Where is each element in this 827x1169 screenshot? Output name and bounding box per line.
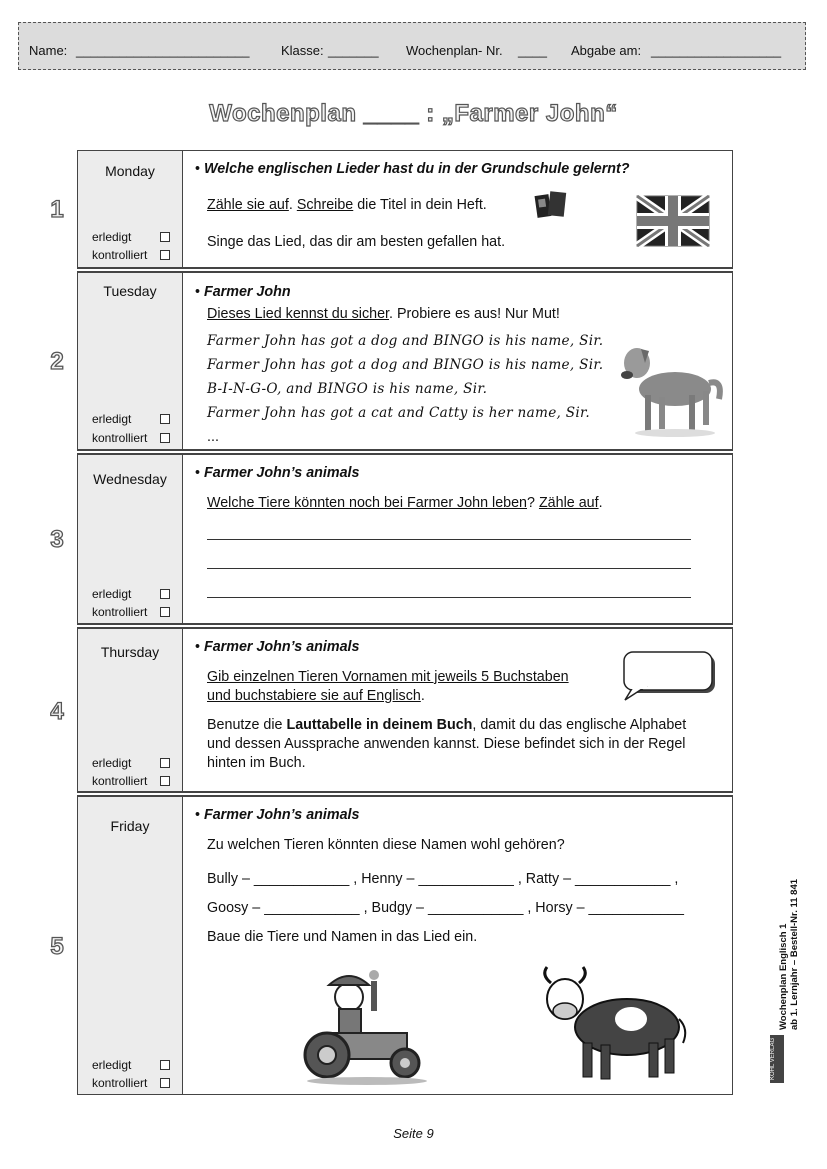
underlined-text: Zähle sie auf	[207, 197, 289, 213]
done-label: erledigt	[92, 412, 132, 426]
checkbox-icon[interactable]	[160, 776, 170, 786]
day-label: Monday	[105, 163, 155, 179]
task-cell-tuesday	[183, 272, 733, 450]
task-line: Zu welchen Tieren könnten diese Namen wohl gehören?	[207, 837, 565, 853]
checked-checkbox[interactable]	[92, 431, 178, 445]
underlined-text: Welche Tiere könnten noch bei Farmer John leben	[207, 495, 528, 511]
lyric-line: B-I-N-G-O, and BINGO is his name, Sir.	[207, 381, 488, 397]
text: . Probiere es aus! Nur Mut!	[389, 306, 560, 322]
lyric-line: Farmer John has got a dog and BINGO is his name, Sir.	[207, 333, 604, 349]
lyric-line: Farmer John has got a dog and BINGO is his name, Sir.	[207, 357, 604, 373]
day-label: Thursday	[100, 644, 160, 660]
answer-line[interactable]	[207, 568, 691, 569]
task-line	[207, 306, 560, 322]
checkbox-icon[interactable]	[160, 1060, 170, 1070]
done-label: erledigt	[92, 230, 132, 244]
underlined-text: Schreibe	[296, 197, 354, 213]
checkbox-icon[interactable]	[160, 607, 170, 617]
task-line	[207, 717, 686, 733]
task-cell-monday	[183, 150, 733, 268]
day-label: Tuesday	[103, 283, 157, 299]
day-cell-monday	[77, 150, 183, 268]
text: die Titel in dein Heft.	[353, 197, 487, 213]
task-line	[207, 688, 425, 704]
heading-text: Farmer John’s animals	[203, 807, 360, 823]
done-checkbox[interactable]	[92, 1058, 178, 1072]
task-heading: • Farmer John’s animals	[195, 465, 360, 481]
day-cell-thursday	[77, 628, 183, 792]
notebook-icon	[533, 189, 569, 221]
checked-checkbox[interactable]	[92, 774, 178, 788]
lyric-line: Farmer John has got a cat and Catty is her name, Sir.	[207, 405, 590, 421]
checked-checkbox[interactable]	[92, 248, 178, 262]
name-fill-line[interactable]: Goosy – ____________ , Budgy – ____________ , Horsy – ____________	[207, 900, 684, 916]
task-heading: • Farmer John	[195, 284, 291, 300]
checkbox-icon[interactable]	[160, 1078, 170, 1088]
checked-label: kontrolliert	[92, 774, 148, 788]
checkbox-icon[interactable]	[160, 232, 170, 242]
due-date-field[interactable]: __________________	[651, 43, 782, 58]
publisher-logo: KOHL VERLAG	[770, 1035, 784, 1083]
done-label: erledigt	[92, 756, 132, 770]
publisher-side-info	[760, 860, 827, 1090]
underlined-text: Dieses Lied kennst du sicher	[207, 306, 389, 322]
task-cell-thursday	[183, 628, 733, 792]
name-label: Name:	[29, 43, 68, 58]
heading-text: Farmer John’s animals	[203, 639, 360, 655]
task-line	[207, 495, 603, 511]
task-line: hinten im Buch.	[207, 755, 306, 771]
bold-text: Lauttabelle in deinem Buch	[286, 717, 473, 733]
checkbox-icon[interactable]	[160, 589, 170, 599]
row-number-1: 1	[50, 196, 64, 223]
plan-number-label: Wochenplan- Nr.	[406, 43, 503, 58]
plan-number-field[interactable]: ____	[518, 43, 547, 58]
underlined-text: Zähle auf	[538, 495, 599, 511]
day-label: Friday	[110, 818, 150, 834]
text: ?	[527, 495, 539, 511]
row-number-5: 5	[50, 933, 64, 960]
ellipsis: ...	[207, 429, 219, 445]
task-cell-friday	[183, 796, 733, 1095]
underlined-text: und buchstabiere sie auf Englisch	[207, 688, 421, 704]
task-heading: • Farmer John’s animals	[195, 639, 360, 655]
order-number: ab 1. Lernjahr – Bestell-Nr. 11 841	[789, 878, 800, 1030]
cow-illustration	[531, 963, 691, 1089]
text: .	[420, 688, 425, 704]
page-title: Wochenplan ____ : „Farmer John“	[209, 100, 618, 127]
name-field[interactable]: ________________________	[76, 43, 250, 58]
heading-text: Farmer John’s animals	[203, 465, 360, 481]
checked-checkbox[interactable]	[92, 605, 178, 619]
done-checkbox[interactable]	[92, 756, 178, 770]
task-cell-wednesday	[183, 454, 733, 624]
uk-flag-icon	[636, 195, 710, 247]
row-number-2: 2	[50, 348, 64, 375]
day-cell-tuesday	[77, 272, 183, 450]
checkbox-icon[interactable]	[160, 758, 170, 768]
checked-label: kontrolliert	[92, 605, 148, 619]
task-heading: • Welche englischen Lieder hast du in der Grundschule gelernt?	[195, 161, 630, 177]
day-cell-wednesday	[77, 454, 183, 624]
row-number-3: 3	[50, 526, 64, 553]
text: .	[598, 495, 603, 511]
product-title: Wochenplan Englisch 1	[778, 923, 789, 1030]
done-label: erledigt	[92, 587, 132, 601]
task-line: und dessen Aussprache anwenden kannst. Diese befindet sich in der Regel	[207, 736, 686, 752]
checked-label: kontrolliert	[92, 248, 148, 262]
checkbox-icon[interactable]	[160, 414, 170, 424]
task-line: Gib einzelnen Tieren Vornamen mit jeweils 5 Buchstaben	[207, 669, 569, 685]
task-heading: • Farmer John’s animals	[195, 807, 360, 823]
done-checkbox[interactable]	[92, 412, 178, 426]
class-label: Klasse:	[281, 43, 324, 58]
text: , damit du das englische Alphabet	[472, 717, 687, 733]
done-label: erledigt	[92, 1058, 132, 1072]
task-line	[207, 197, 487, 213]
answer-line[interactable]	[207, 597, 691, 598]
answer-line[interactable]	[207, 539, 691, 540]
farmer-tractor-illustration	[287, 963, 437, 1089]
done-checkbox[interactable]	[92, 230, 178, 244]
publisher-info-text	[778, 879, 800, 1030]
heading-text: Farmer John	[203, 284, 291, 300]
checked-checkbox[interactable]	[92, 1076, 178, 1090]
due-date-label: Abgabe am:	[571, 43, 642, 58]
day-label: Wednesday	[93, 471, 167, 487]
day-cell-friday	[77, 796, 183, 1095]
checked-label: kontrolliert	[92, 431, 148, 445]
page-number: Seite 9	[393, 1126, 434, 1141]
name-fill-line[interactable]: Bully – ____________ , Henny – ____________ , Ratty – ____________ ,	[207, 871, 679, 887]
done-checkbox[interactable]	[92, 587, 178, 601]
text: Benutze die	[207, 717, 287, 733]
task-line: Baue die Tiere und Namen in das Lied ein.	[207, 929, 478, 945]
text: .	[288, 197, 297, 213]
checkbox-icon[interactable]	[160, 250, 170, 260]
dog-illustration	[615, 329, 725, 439]
speech-bubble-icon	[621, 649, 717, 703]
checkbox-icon[interactable]	[160, 433, 170, 443]
row-number-4: 4	[50, 698, 64, 725]
task-line: Singe das Lied, das dir am besten gefallen hat.	[207, 234, 506, 250]
heading-text: Welche englischen Lieder hast du in der Grundschule gelernt?	[203, 161, 630, 177]
checked-label: kontrolliert	[92, 1076, 148, 1090]
student-info-bar	[18, 22, 806, 70]
class-field[interactable]: _______	[328, 43, 379, 58]
